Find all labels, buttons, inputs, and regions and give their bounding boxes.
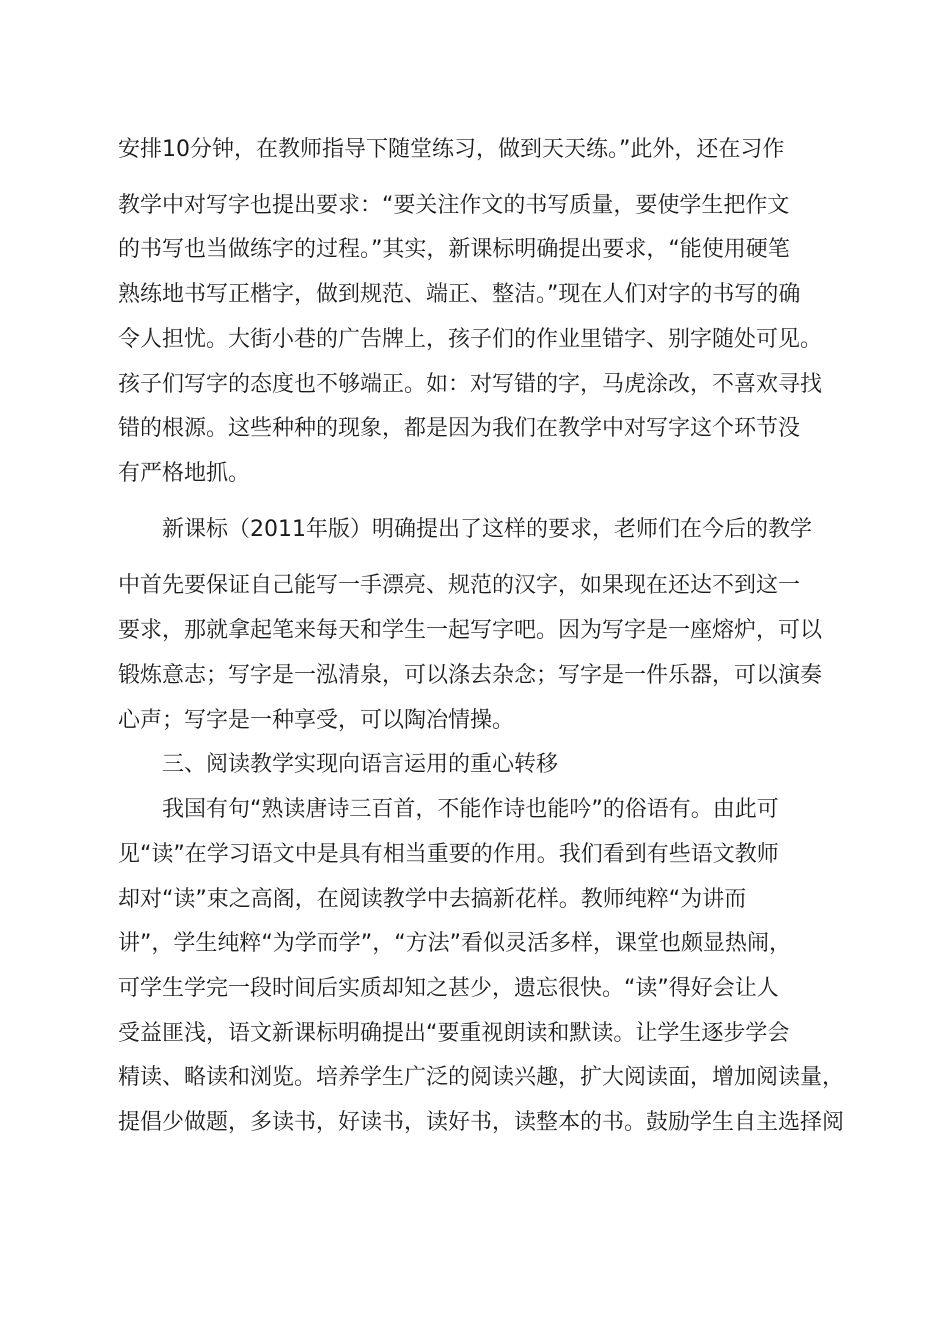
text-line: 有严格地抓。: [118, 461, 251, 486]
text-line: 精读、略读和浏览。培养学生广泛的阅读兴趣，扩大阅读面，增加阅读量，: [118, 1065, 845, 1090]
text-line: 熟练地书写正楷字，做到规范、端正、整洁。”现在人们对字的书写的确: [118, 282, 801, 307]
text-line: 要求，那就拿起笔来每天和学生一起写字吧。因为写字是一座熔炉，可以: [118, 618, 823, 643]
text-line: 的书写也当做练字的过程。”其实，新课标明确提出要求，“能使用硬笔: [118, 237, 790, 262]
text-line: 见“读”在学习语文中是具有相当重要的作用。我们看到有些语文教师: [118, 842, 779, 867]
text-line: 心声；写字是一种享受，可以陶冶情操。: [118, 708, 515, 733]
paragraph-first-line: 我国有句“熟读唐诗三百首，不能作诗也能吟”的俗语有。由此可: [162, 797, 779, 822]
text-line: 安排10分钟，在教师指导下随堂练习，做到天天练。”此外，还在习作: [118, 137, 785, 162]
paragraph-first-line: 新课标（2011年版）明确提出了这样的要求，老师们在今后的教学: [162, 517, 812, 542]
text-line: 讲”，学生纯粹“为学而学”，“方法”看似灵活多样，课堂也颇显热闹，: [118, 931, 791, 956]
text-line: 可学生学完一段时间后实质却知之甚少，遗忘很快。“读”得好会让人: [118, 976, 779, 1001]
text-line: 令人担忧。大街小巷的广告牌上，孩子们的作业里错字、别字随处可见。: [118, 327, 823, 352]
text-line: 孩子们写字的态度也不够端正。如：对写错的字，马虎涂改，不喜欢寻找: [118, 372, 823, 397]
text-line: 受益匪浅，语文新课标明确提出“要重视朗读和默读。让学生逐步学会: [118, 1021, 790, 1046]
text-line: 中首先要保证自己能写一手漂亮、规范的汉字，如果现在还达不到这一: [118, 573, 801, 598]
text-line: 却对“读”束之高阁，在阅读教学中去搞新花样。教师纯粹“为讲而: [118, 887, 747, 912]
text-line: 错的根源。这些种种的现象，都是因为我们在教学中对写字这个环节没: [118, 416, 801, 441]
text-line: 教学中对写字也提出要求：“要关注作文的书写质量，要使学生把作文: [118, 193, 790, 218]
text-line: 锻炼意志；写字是一泓清泉，可以涤去杂念；写字是一件乐器，可以演奏: [118, 663, 823, 688]
section-heading: 三、阅读教学实现向语言运用的重心转移: [162, 752, 559, 777]
text-line: 提倡少做题，多读书，好读书，读好书，读整本的书。鼓励学生自主选择阅: [118, 1110, 845, 1135]
